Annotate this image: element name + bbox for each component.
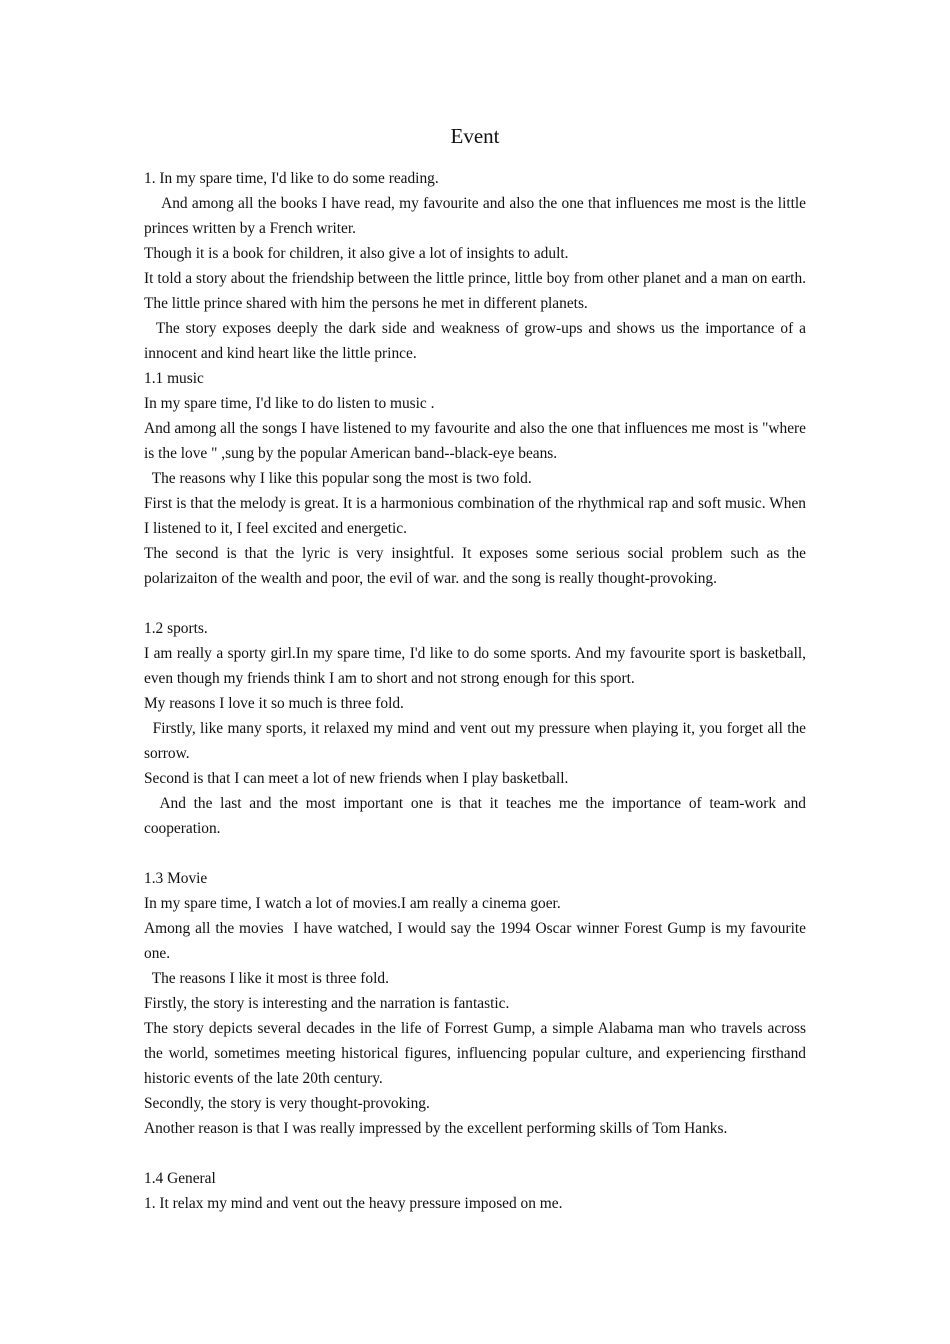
paragraph-reading-intro: 1. In my spare time, I'd like to do some reading.	[144, 170, 439, 187]
paragraph-movie-reasons: The reasons I like it most is three fold.	[144, 970, 389, 987]
paragraph-sports-second: Second is that I can meet a lot of new friends when I play basketball.	[144, 770, 569, 787]
paragraph-music-intro: In my spare time, I'd like to do listen to music .	[144, 395, 435, 412]
paragraph-sports-intro: I am really a sporty girl.In my spare time, I'd like to do some sports. And my favourite sport is basketball, even though my friends think I am to short and not strong enough for this sport.	[144, 645, 810, 687]
paragraph-book-themes: The story exposes deeply the dark side and weakness of grow-ups and shows us the importance of a innocent and kind heart like the little prince.	[144, 320, 810, 362]
paragraph-sports-reasons: My reasons I love it so much is three fold.	[144, 695, 404, 712]
section-heading-sports: 1.2 sports.	[144, 620, 208, 637]
paragraph-favourite-movie: Among all the movies I have watched, I would say the 1994 Oscar winner Forest Gump is my favourite one.	[144, 920, 810, 962]
paragraph-sports-last: And the last and the most important one is that it teaches me the importance of team-work and cooperation.	[144, 795, 810, 837]
paragraph-movie-story: The story depicts several decades in the life of Forrest Gump, a simple Alabama man who travels across the world, sometimes meeting historical figures, influencing popular culture, and experiencing firsthand historic events of the late 20th century.	[144, 1020, 810, 1087]
blank-line	[144, 591, 806, 616]
paragraph-song-reasons: The reasons why I like this popular song the most is two fold.	[144, 470, 532, 487]
paragraph-song-lyric: The second is that the lyric is very insightful. It exposes some serious social problem such as the polarizaiton of the wealth and poor, the evil of war. and the song is really thought-provoking.	[144, 545, 810, 587]
document-title: Event	[450, 124, 500, 148]
section-heading-music: 1.1 music	[144, 370, 204, 387]
section-heading-general: 1.4 General	[144, 1170, 216, 1187]
blank-line	[144, 841, 806, 866]
paragraph-general-first: 1. It relax my mind and vent out the heavy pressure imposed on me.	[144, 1195, 563, 1212]
blank-line	[144, 1141, 806, 1166]
paragraph-book-story: It told a story about the friendship between the little prince, little boy from other planet and a man on earth. The little prince shared with him the persons he met in different planets.	[144, 270, 810, 312]
paragraph-movie-second: Secondly, the story is very thought-provoking.	[144, 1095, 430, 1112]
paragraph-song-melody: First is that the melody is great. It is a harmonious combination of the rhythmical rap and soft music. When I listened to it, I feel excited and energetic.	[144, 495, 810, 537]
paragraph-sports-first: Firstly, like many sports, it relaxed my mind and vent out my pressure when playing it, you forget all the sorrow.	[144, 720, 810, 762]
paragraph-favourite-song: And among all the songs I have listened to my favourite and also the one that influences me most is "where is the love " ,sung by the popular American band--black-eye beans.	[144, 420, 810, 462]
paragraph-movie-intro: In my spare time, I watch a lot of movies.I am really a cinema goer.	[144, 895, 561, 912]
paragraph-movie-another: Another reason is that I was really impressed by the excellent performing skills of Tom Hanks.	[144, 1120, 728, 1137]
document-body	[144, 166, 810, 1216]
section-heading-movie: 1.3 Movie	[144, 870, 208, 887]
paragraph-book-insights: Though it is a book for children, it also give a lot of insights to adult.	[144, 245, 569, 262]
paragraph-favourite-book: And among all the books I have read, my favourite and also the one that influences me most is the little princes written by a French writer.	[144, 195, 810, 237]
paragraph-movie-first: Firstly, the story is interesting and the narration is fantastic.	[144, 995, 510, 1012]
